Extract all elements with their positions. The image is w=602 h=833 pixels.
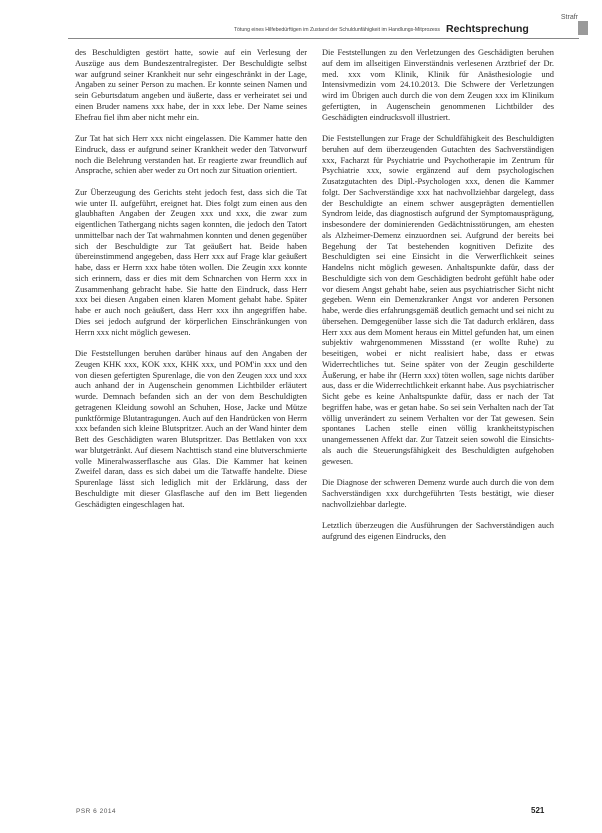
paragraph: Zur Überzeugung des Gerichts steht jedoch fest, dass sich die Tat wie unter II. aufgeführt, ereignet hat. Dies folgt zum einen aus den glaubhaften Angaben der Zeugen xxx und xxx, die zwar zum eigentlichen Tathergang nichts sagen konnten, die jedoch den Tatort unmittelbar nach der Tat wahrnahmen konnten und denen gegenüber sich der Beschuldigte zur Tat geäußert hat. Beide haben übereinstimmend angegeben, dass Herr xxx auf Frage klar geäußert habe, dass er Herrn xxx habe töten wollen. Die Zeugin xxx konnte sich erinnern, dass er dies mit dem Schnarchen von Herrn xxx in Zusammenhang gebracht habe. Sie hatte den Eindruck, dass Herr xxx bei diesen Angaben einen klaren Moment gehabt habe. Später habe er auch noch geäußert, dass Herr xxx ihn angegriffen habe. Dies sei jedoch aufgrund der körperlichen Einschränkungen von Herrn xxx nicht möglich gewesen. <box>75 187 307 337</box>
section-marker <box>578 21 588 35</box>
paragraph: Die Diagnose der schweren Demenz wurde auch durch die von dem Sachverständigen xxx durchgeführten Tests bestätigt, wie dieser nachvollziehbar darlegte. <box>322 478 554 509</box>
paragraph: Die Feststellungen zur Frage der Schuldfähigkeit des Beschuldigten beruhen auf dem überzeugenden Gutachten des Sachverständigen xxx, Facharzt für Psychiatrie und Psychotherapie im Zentrum für Psychiatrie xxx, sowie ergänzend auf dem psychologischen Zusatzgutachten des Dipl.-Psychologen xxx, denen die Kammer folgt. Der Sachverständige xxx hat nachvollziehbar dargelegt, dass der Beschuldigte an einem schwer ausgeprägten dementiellen Syndrom leide, das diagnostisch aufgrund der Symptomausprägung, insbesondere der dominierenden Gedächtnisstörungen, am ehesten als Alzheimer-Demenz einzuordnen sei. Aufgrund der bereits bei Begehung der Tat bestehenden kognitiven Defizite des Beschuldigten sei eine Einsicht in die Verwerflichkeit seines Handelns nicht möglich gewesen. Anhaltspunkte dafür, dass der Beschuldigte sich von dem Geschädigten bedroht gefühlt habe oder vor diesem Angst gehabt habe, seien aus psychiatrischer Sicht nicht gegeben. Wenn ein Demenzkranker Angst vor anderen Personen habe, werde dies erfahrungsgemäß deutlich gemacht und sei nicht zu übersehen. Demgegenüber lasse sich die Tat dadurch erklären, dass Herr xxx aus dem Moment heraus ein Mittel gefunden hat, um einen subjektiv wahrgenommenen Missstand (er wollte Ruhe) zu beseitigen, wobei er nicht realisiert habe, dass er etwas Widerrechtliches tut. Seine später von der Zeugin geschilderte Äußerung, er habe ihr (Herrn xxx) töten wollen, sage nichts darüber aus, dass er die Widerrechtlichkeit erkannt habe. Aus psychiatrischer Sicht gebe es keine Anhaltspunkte dafür, dass er nach der Tat begriffen habe, was er getan habe. So sei sein Verhalten nach der Tat völlig unverändert zu seinem Verhalten vor der Tat gewesen. Sein spontanes Lachen stelle einen völlig krankheitstypischen unangemessenen Affekt dar. Zur Tatzeit seien sowohl die Einsichts- als auch die Steuerungsfähigkeit des Beschuldigten aufgehoben gewesen. <box>322 134 554 466</box>
running-header-subtitle: Tötung eines Hilfebedürftigen im Zustand der Schuldunfähigkeit im Handlungs-Mitprozess <box>233 27 440 33</box>
paragraph: des Beschuldigten gestört hatte, sowie auf ein Verlesung der Auszüge aus dem Bundeszentralregister. Der Beschuldigte selbst war aufgrund seiner Krankheit nur sehr eingeschränkt in der Lage, Angaben zu seiner Person zu machen. Er konnte seinen Namen und sein Geburtsdatum angeben und äußerte, dass er verheiratet sei und einen Bruder namens xxx habe, der in xxx lebe. Der Name seines Ehefrau fiel ihm aber nicht mehr ein. <box>75 48 307 122</box>
left-column <box>75 48 307 510</box>
paragraph: Letztlich überzeugen die Ausführungen der Sachverständigen auch aufgrund des eigenen Eindrucks, den <box>322 521 554 541</box>
paragraph: Die Feststellungen zu den Verletzungen des Geschädigten beruhen auf dem im allseitigen Einverständnis verlesenen Arztbrief der Dr. med. xxx vom Klinik, Klinik für Anästhesiologie und Intensivmedizin vom 24.10.2013. Die Schwere der Verletzungen wird im Übrigen auch durch die von dem Zeugen xxx im Klinikum gefertigten, in Augenschein genommenen Lichtbilder des Geschädigten eindrucksvoll illustriert. <box>322 48 554 122</box>
journal-citation: PSR 6 2014 <box>76 808 117 815</box>
page-number: 521 <box>531 806 545 815</box>
section-label: Strafr <box>560 14 578 21</box>
running-header-category: Rechtsprechung <box>446 23 529 35</box>
paragraph: Zur Tat hat sich Herr xxx nicht eingelassen. Die Kammer hatte den Eindruck, dass er aufgrund seiner Krankheit weder den Tatvorwurf noch die Belehrung verstanden hat. Er reagierte zwar freundlich auf Ansprache, schien aber weder zu Ort noch zur Situation orientiert. <box>75 134 307 176</box>
paragraph: Die Feststellungen beruhen darüber hinaus auf den Angaben der Zeugen KHK xxx, KOK xxx, KHK xxx, und POM'in xxx und den von diesen gefertigten Spurenlage, die von den Zeugen xxx und xxx auch anhand der in Augenschein genommen Lichtbilder erläutert wurde. Demnach befanden sich an der von dem Beschuldigten getragenen Kleidung sowohl an Schuhen, Hose, Jacke und Mütze punktförmige Blutantragungen. Auch auf den Handrücken von Herrn xxx befanden sich kleine Blutspritzer. Auch an der Wand hinter dem Bett des Geschädigten waren Blutspritzer. Das Bettlaken von xxx war blutgetränkt. Auf diesem Nachttisch stand eine blutverschmierte volle Mineralwasserflasche aus Glas. Die Kammer hat keinen Zweifel daran, dass es sich dabei um die Tatwaffe handelte. Diese Spurenlage lässt sich lediglich mit der Erklärung, dass der Beschuldigte mit dieser Glasflasche auf den im Bett liegenden Geschädigten eingeschlagen hat. <box>75 349 307 509</box>
right-column <box>322 48 554 543</box>
header-divider <box>68 38 579 39</box>
